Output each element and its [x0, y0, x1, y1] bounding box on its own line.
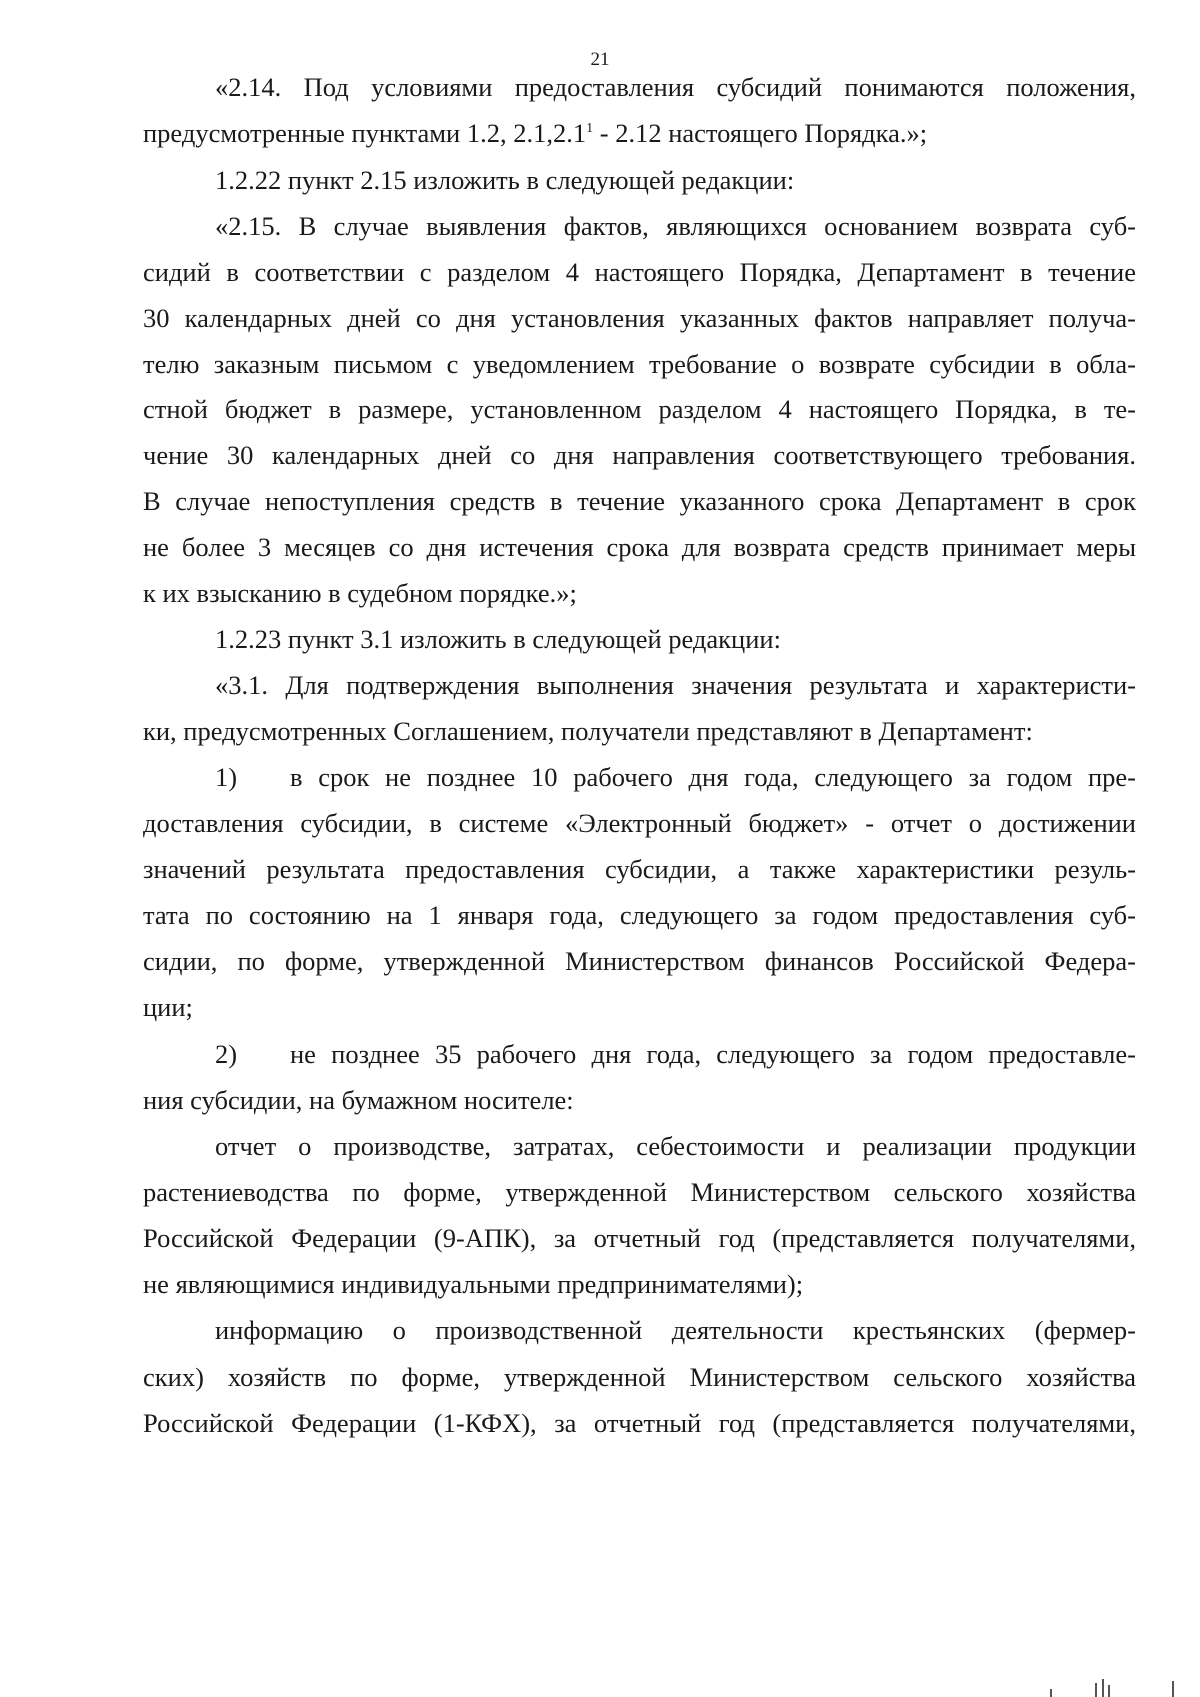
text-line: Российской Федерации (1-КФХ), за отчетный год (представляется получателями,	[143, 1408, 1136, 1438]
text-line: 1.2.22 пункт 2.15 изложить в следующей редакции:	[215, 165, 795, 195]
scan-mark	[1108, 1685, 1110, 1697]
text-line: ки, предусмотренных Соглашением, получатели представляют в Департамент:	[143, 716, 1033, 746]
text-line: стной бюджет в размере, установленном разделом 4 настоящего Порядка, в те-	[143, 394, 1136, 424]
text-line: значений результата предоставления субсидии, а также характеристики резуль-	[143, 854, 1136, 884]
text-line: «2.14. Под условиями предоставления субсидий понимаются положения,	[215, 72, 1136, 102]
text-line: ния субсидии, на бумажном носителе:	[143, 1085, 574, 1115]
text-line: телю заказным письмом с уведомлением требование о возврате субсидии в обла-	[143, 349, 1136, 379]
scan-mark	[1102, 1679, 1104, 1697]
text-line: 30 календарных дней со дня установления указанных фактов направляет получа-	[143, 303, 1136, 333]
text-line: к их взысканию в судебном порядке.»;	[143, 578, 577, 608]
text-line: ских) хозяйств по форме, утвержденной Министерством сельского хозяйства	[143, 1362, 1136, 1392]
item-number: 1)	[215, 762, 238, 792]
text-line: доставления субсидии, в системе «Электронный бюджет» - отчет о достижении	[143, 808, 1136, 838]
text-line: ции;	[143, 992, 193, 1022]
text-line: тата по состоянию на 1 января года, следующего за годом предоставления суб-	[143, 900, 1136, 930]
scan-mark	[1050, 1689, 1052, 1697]
scan-mark	[1095, 1683, 1097, 1697]
item-number: 2)	[215, 1039, 238, 1069]
text-line: информацию о производственной деятельности крестьянских (фермер-	[215, 1315, 1136, 1345]
text-fragment: в срок не позднее 10 рабочего дня года, следующего за годом пре-	[290, 762, 1136, 792]
superscript: 1	[586, 121, 594, 136]
text-line: не более 3 месяцев со дня истечения срока для возврата средств принимает меры	[143, 532, 1136, 562]
text-line: «2.15. В случае выявления фактов, являющихся основанием возврата суб-	[215, 211, 1136, 241]
text-line: сидий в соответствии с разделом 4 настоящего Порядка, Департамент в течение	[143, 257, 1136, 287]
text-line: растениеводства по форме, утвержденной Министерством сельского хозяйства	[143, 1177, 1136, 1207]
scan-mark	[1172, 1681, 1174, 1697]
text-line: В случае непоступления средств в течение указанного срока Департамент в срок	[143, 486, 1136, 516]
text-line: 1.2.23 пункт 3.1 изложить в следующей редакции:	[215, 624, 781, 654]
text-line: отчет о производстве, затратах, себестоимости и реализации продукции	[215, 1131, 1136, 1161]
text-line: Российской Федерации (9-АПК), за отчетный год (представляется получателями,	[143, 1223, 1136, 1253]
page-number: 21	[590, 49, 610, 70]
numbered-item-line	[215, 754, 1136, 800]
text-line	[143, 110, 1136, 156]
text-line: чение 30 календарных дней со дня направления соответствующего требования.	[143, 440, 1136, 470]
text-fragment: - 2.12 настоящего Порядка.»;	[593, 118, 928, 148]
text-line: не являющимися индивидуальными предпринимателями);	[143, 1269, 804, 1299]
scan-artifact-marks	[1040, 1675, 1180, 1697]
numbered-item-line	[215, 1031, 1136, 1077]
text-line: «3.1. Для подтверждения выполнения значения результата и характеристи-	[215, 670, 1136, 700]
text-line: сидии, по форме, утвержденной Министерством финансов Российской Федера-	[143, 946, 1136, 976]
text-fragment: предусмотренные пунктами 1.2, 2.1,2.1	[143, 118, 587, 148]
text-fragment: не позднее 35 рабочего дня года, следующего за годом предоставле-	[290, 1039, 1136, 1069]
